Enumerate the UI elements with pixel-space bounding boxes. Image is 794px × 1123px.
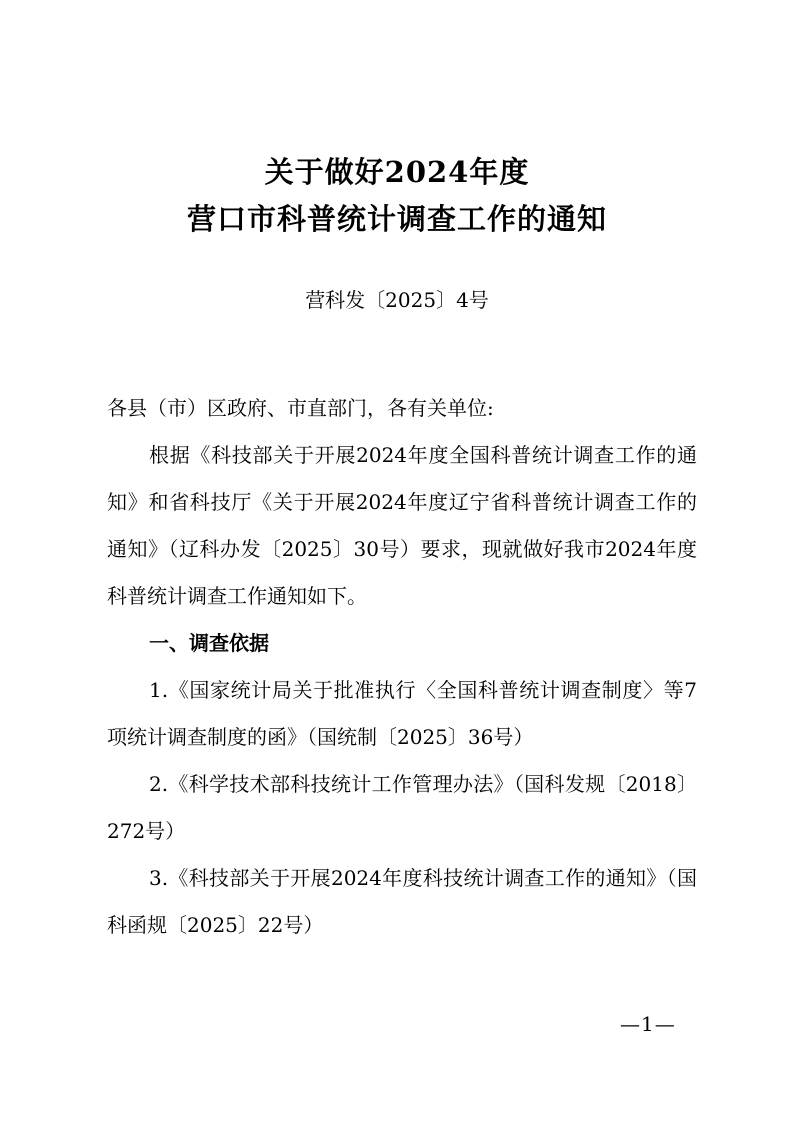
intro-paragraph: 根据《科技部关于开展2024年度全国科普统计调查工作的通知》和省科技厅《关于开展2024年度辽宁省科普统计调查工作的通知》（辽科办发〔2025〕30号）要求，现就做好我市2024年度科普统计调查工作通知如下。: [107, 443, 697, 608]
section-heading: 一、调查依据: [149, 631, 269, 655]
page-number: —1—: [620, 1012, 676, 1036]
salutation: 各县（市）区政府、市直部门，各有关单位:: [107, 396, 494, 420]
basis-item-2: 2.《科学技术部科技统计工作管理办法》（国科发规〔2018〕272号）: [107, 772, 697, 843]
basis-item-3: 3.《科技部关于开展2024年度科技统计调查工作的通知》（国科函规〔2025〕22号）: [107, 866, 697, 937]
basis-item-1: 1.《国家统计局关于批准执行〈全国科普统计调查制度〉等7项统计调查制度的函》（国统制〔2025〕36号）: [107, 678, 697, 749]
document-title-line2: 营口市科普统计调查工作的通知: [186, 202, 607, 236]
document-title-line1: 关于做好2024年度: [264, 155, 530, 189]
document-body: [107, 385, 697, 949]
document-number: 营科发〔2025〕4号: [305, 288, 489, 312]
